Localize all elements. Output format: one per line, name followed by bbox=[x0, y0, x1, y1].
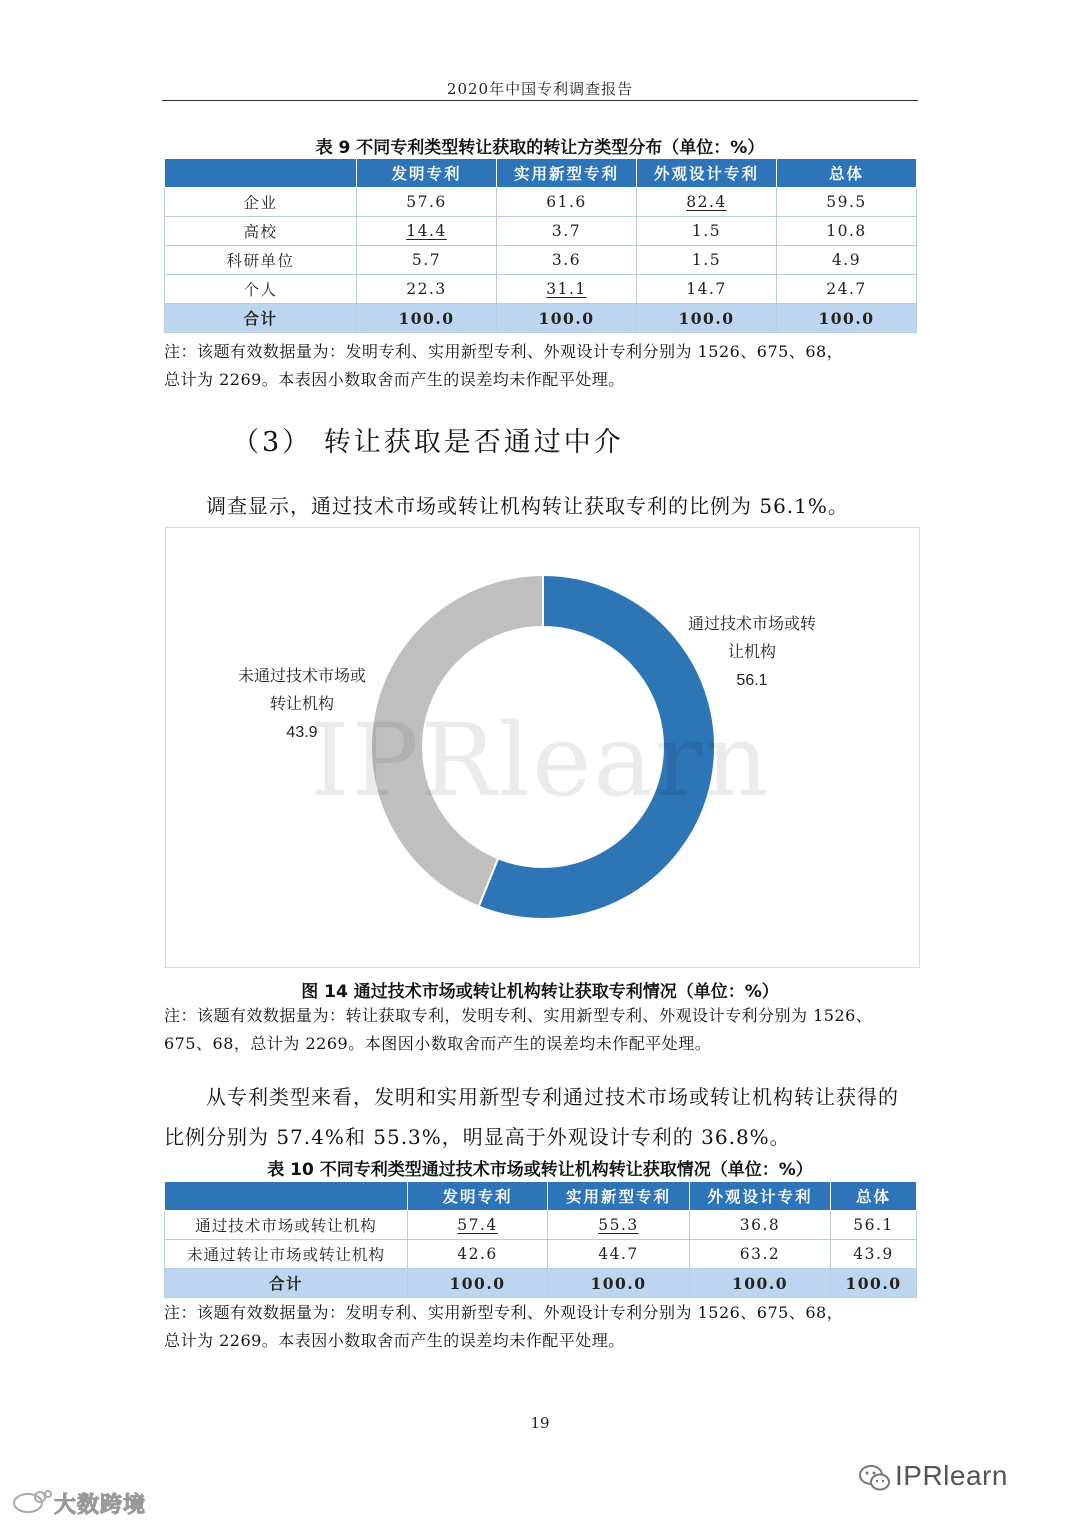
table10-note bbox=[164, 1299, 920, 1355]
table-cell: 1.5 bbox=[637, 217, 777, 246]
table10-col-header: 发明专利 bbox=[408, 1182, 548, 1211]
slice-label-text: 未通过技术市场或 bbox=[237, 668, 366, 685]
table-cell: 61.6 bbox=[497, 188, 637, 217]
table-cell: 3.6 bbox=[497, 246, 637, 275]
table-cell: 100.0 bbox=[408, 1269, 548, 1298]
figure14-note bbox=[164, 1002, 920, 1058]
row-label: 企业 bbox=[165, 188, 357, 217]
table9-col-header: 外观设计专利 bbox=[637, 159, 777, 188]
table9-header-blank bbox=[165, 159, 357, 188]
table-cell: 14.7 bbox=[637, 275, 777, 304]
row-label: 合计 bbox=[165, 1269, 408, 1298]
table-row bbox=[165, 217, 917, 246]
figure14-caption: 图 14 通过技术市场或转让机构转让获取专利情况（单位：%） bbox=[301, 982, 779, 1002]
table-row bbox=[165, 1211, 917, 1240]
slice-label-text: 通过技术市场或转 bbox=[687, 616, 816, 633]
slice-label-text: 转让机构 bbox=[269, 696, 334, 713]
table-row bbox=[165, 275, 917, 304]
note-line: 总计为 2269。本表因小数取舍而产生的误差均未作配平处理。 bbox=[164, 1331, 625, 1350]
table-cell: 57.6 bbox=[357, 188, 497, 217]
slice-value-text: 56.1 bbox=[736, 672, 768, 689]
table-cell: 100.0 bbox=[637, 304, 777, 333]
note-line: 注：该题有效数据量为：发明专利、实用新型专利、外观设计专利分别为 1526、675、68， bbox=[164, 342, 844, 361]
table10-col-header: 总体 bbox=[831, 1182, 917, 1211]
table10-caption: 表 10 不同专利类型通过技术市场或转让机构转让获取情况（单位：%） bbox=[267, 1160, 813, 1180]
table-cell: 5.7 bbox=[357, 246, 497, 275]
table-cell: 1.5 bbox=[637, 246, 777, 275]
paragraph-line: 比例分别为 57.4%和 55.3%，明显高于外观设计专利的 36.8%。 bbox=[164, 1125, 791, 1149]
table-cell-highlight: 55.3 bbox=[548, 1211, 690, 1240]
table-cell: 44.7 bbox=[548, 1240, 690, 1269]
paragraph-line: 从专利类型来看，发明和实用新型专利通过技术市场或转让机构转让获得的 bbox=[206, 1085, 899, 1109]
report-header-title: 2020年中国专利调查报告 bbox=[446, 80, 634, 98]
table-cell-highlight: 31.1 bbox=[497, 275, 637, 304]
note-line: 总计为 2269。本表因小数取舍而产生的误差均未作配平处理。 bbox=[164, 370, 625, 389]
table10-header-blank bbox=[165, 1182, 408, 1211]
table-cell: 56.1 bbox=[831, 1211, 917, 1240]
table10 bbox=[164, 1181, 917, 1298]
table10-col-header: 实用新型专利 bbox=[548, 1182, 690, 1211]
table-cell: 42.6 bbox=[408, 1240, 548, 1269]
table-cell-highlight: 82.4 bbox=[637, 188, 777, 217]
table-cell: 100.0 bbox=[357, 304, 497, 333]
table-cell: 100.0 bbox=[831, 1269, 917, 1298]
slice-label-not-through-agency bbox=[222, 663, 382, 747]
table-cell: 4.9 bbox=[777, 246, 917, 275]
note-line: 675、68，总计为 2269。本图因小数取舍而产生的误差均未作配平处理。 bbox=[164, 1034, 712, 1053]
table9-col-header: 实用新型专利 bbox=[497, 159, 637, 188]
table-cell: 24.7 bbox=[777, 275, 917, 304]
row-label: 个人 bbox=[165, 275, 357, 304]
table-cell: 10.8 bbox=[777, 217, 917, 246]
slice-label-text: 让机构 bbox=[727, 644, 776, 661]
paragraph bbox=[164, 1077, 918, 1157]
table-row bbox=[165, 1240, 917, 1269]
brand-name-left: 大数跨境 bbox=[54, 1493, 147, 1518]
slice-value-text: 43.9 bbox=[286, 724, 318, 741]
table-cell: 100.0 bbox=[497, 304, 637, 333]
row-label: 合计 bbox=[165, 304, 357, 333]
table-cell: 100.0 bbox=[690, 1269, 831, 1298]
table9 bbox=[164, 158, 917, 333]
note-line: 注：该题有效数据量为：发明专利、实用新型专利、外观设计专利分别为 1526、675、68， bbox=[164, 1303, 844, 1322]
table-cell: 36.8 bbox=[690, 1211, 831, 1240]
row-label: 通过技术市场或转让机构 bbox=[165, 1211, 408, 1240]
table-row bbox=[165, 246, 917, 275]
table9-header-row bbox=[165, 159, 917, 188]
row-label: 未通过转让市场或转让机构 bbox=[165, 1240, 408, 1269]
table-cell: 100.0 bbox=[777, 304, 917, 333]
header-rule bbox=[162, 100, 918, 101]
table-cell: 43.9 bbox=[831, 1240, 917, 1269]
table-cell: 100.0 bbox=[548, 1269, 690, 1298]
row-label: 高校 bbox=[165, 217, 357, 246]
section-title: （3） 转让获取是否通过中介 bbox=[232, 427, 624, 458]
table-cell: 59.5 bbox=[777, 188, 917, 217]
table-cell-highlight: 57.4 bbox=[408, 1211, 548, 1240]
paragraph: 调查显示，通过技术市场或转让机构转让获取专利的比例为 56.1%。 bbox=[206, 494, 849, 518]
table10-header-row bbox=[165, 1182, 917, 1211]
brand-name-right: IPRlearn bbox=[895, 1460, 1008, 1491]
watermark-text: IPRlearn bbox=[310, 702, 772, 819]
table-cell: 63.2 bbox=[690, 1240, 831, 1269]
table9-col-header: 总体 bbox=[777, 159, 917, 188]
page-number: 19 bbox=[530, 1414, 550, 1432]
slice-label-through-agency bbox=[672, 611, 832, 695]
wechat-icon bbox=[858, 1463, 892, 1493]
table-cell: 3.7 bbox=[497, 217, 637, 246]
table9-caption: 表 9 不同专利类型转让获取的转让方类型分布（单位：%） bbox=[315, 138, 765, 158]
table-row bbox=[165, 188, 917, 217]
weibo-icon bbox=[10, 1487, 54, 1515]
table-cell: 22.3 bbox=[357, 275, 497, 304]
table9-col-header: 发明专利 bbox=[357, 159, 497, 188]
table-total-row bbox=[165, 1269, 917, 1298]
table-cell-highlight: 14.4 bbox=[357, 217, 497, 246]
note-line: 注：该题有效数据量为：转让获取专利，发明专利、实用新型专利、外观设计专利分别为 1526、 bbox=[164, 1006, 873, 1025]
table10-col-header: 外观设计专利 bbox=[690, 1182, 831, 1211]
table9-note bbox=[164, 338, 920, 394]
row-label: 科研单位 bbox=[165, 246, 357, 275]
table-total-row bbox=[165, 304, 917, 333]
